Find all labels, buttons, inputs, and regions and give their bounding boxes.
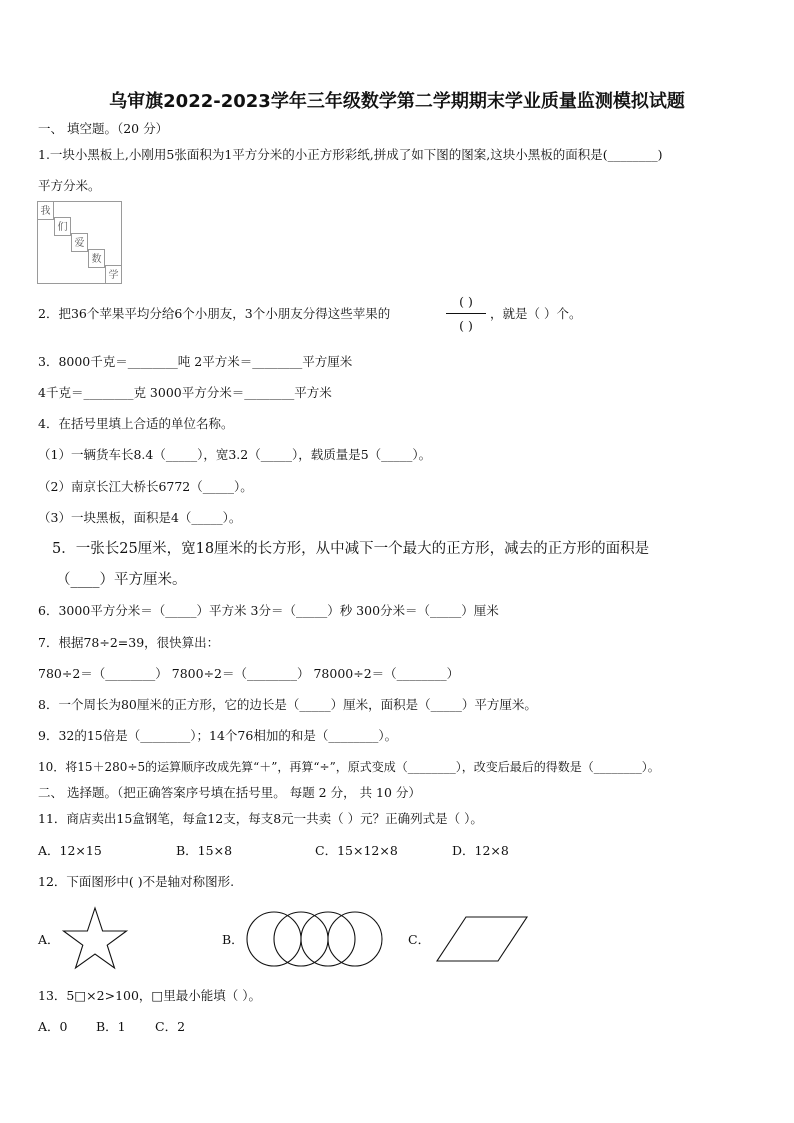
question-13-stem: 13．5□×2>100，□里最小能填（ ）。 <box>38 988 261 1003</box>
question-5-line-1: 5．一张长25厘米，宽18厘米的长方形，从中减下一个最大的正方形，减去的正方形的面积是 <box>52 541 650 557</box>
question-9-line: 9．32的15倍是（________）；14个76相加的和是（________）。 <box>38 728 398 743</box>
option-b: B．15×8 <box>176 843 233 858</box>
question-2-suffix: ，就是（ ）个。 <box>490 306 582 321</box>
question-11-stem: 11．商店卖出15盒钢笔，每盒12支，每支8元一共卖（ ）元？正确列式是（ ）。 <box>38 811 483 826</box>
question-1-line-2: 平方分米。 <box>38 178 101 193</box>
question-8-line: 8．一个周长为80厘米的正方形，它的边长是（_____）厘米，面积是（_____）平方厘米。 <box>38 697 537 712</box>
option-c: C．2 <box>155 1019 186 1034</box>
option-b-label: B． <box>222 932 244 947</box>
section-2-header: 二、 选择题。（把正确答案序号填在括号里。 每题 2 分， 共 10 分） <box>38 785 421 800</box>
question-4-stem: 4．在括号里填上合适的单位名称。 <box>38 416 234 431</box>
fraction-numerator: ( ) <box>459 294 473 309</box>
question-10-line: 10．将15＋280÷5的运算顺序改成先算“＋”，再算“÷”，原式变成（________），改变后最后的得数是（________）。 <box>38 760 660 774</box>
question-3-line-1: 3．8000千克＝________吨 2平方米＝________平方厘米 <box>38 354 353 369</box>
question-6-line: 6．3000平方分米＝（_____）平方米 3分＝（_____）秒 300分米＝（_____）厘米 <box>38 603 499 618</box>
option-c-label: C． <box>408 932 431 947</box>
parallelogram-figure <box>436 916 528 962</box>
grid-cell: 爱 <box>71 233 88 252</box>
question-2-prefix: 2．把36个苹果平均分给6个小朋友，3个小朋友分得这些苹果的 <box>38 306 391 321</box>
grid-cell: 我 <box>37 201 54 220</box>
grid-cell: 们 <box>54 217 71 236</box>
star-shape-figure <box>62 907 128 969</box>
question-4-item-1: （1）一辆货车长8.4（_____），宽3.2（_____），载质量是5（_____）。 <box>38 447 432 462</box>
option-a: A．0 <box>38 1019 68 1034</box>
question-7-line: 780÷2＝（________） 7800÷2＝（________） 78000÷2＝（________） <box>38 666 460 681</box>
question-4-item-3: （3）一块黑板，面积是4（_____）。 <box>38 510 242 525</box>
grid-cell: 学 <box>105 265 122 284</box>
grid-cell: 数 <box>88 249 105 268</box>
question-3-line-2: 4千克＝________克 3000平方分米＝________平方米 <box>38 385 332 400</box>
option-d: D．12×8 <box>452 843 509 858</box>
page-title: 乌审旗2022-2023学年三年级数学第二学期期末学业质量监测模拟试题 <box>109 91 685 112</box>
option-c: C．15×12×8 <box>315 843 398 858</box>
fraction-denominator: ( ) <box>459 318 473 333</box>
question-5-line-2: （____）平方厘米。 <box>56 572 187 588</box>
option-b: B．1 <box>96 1019 126 1034</box>
question-1-line-1: 1.一块小黑板上,小刚用5张面积为1平方分米的小正方形彩纸,拼成了如下图的图案,这块小黑板的面积是(________) <box>38 147 663 162</box>
fraction-bar <box>446 313 486 314</box>
question-4-item-2: （2）南京长江大桥长6772（_____）。 <box>38 479 253 494</box>
four-circles-figure <box>245 910 385 968</box>
section-1-header: 一、 填空题。（20 分） <box>38 121 169 136</box>
question-12-stem: 12．下面图形中( )不是轴对称图形. <box>38 874 235 889</box>
option-a: A．12×15 <box>38 843 102 858</box>
option-a-label: A． <box>38 932 60 947</box>
question-7-stem: 7．根据78÷2=39，很快算出： <box>38 635 220 650</box>
